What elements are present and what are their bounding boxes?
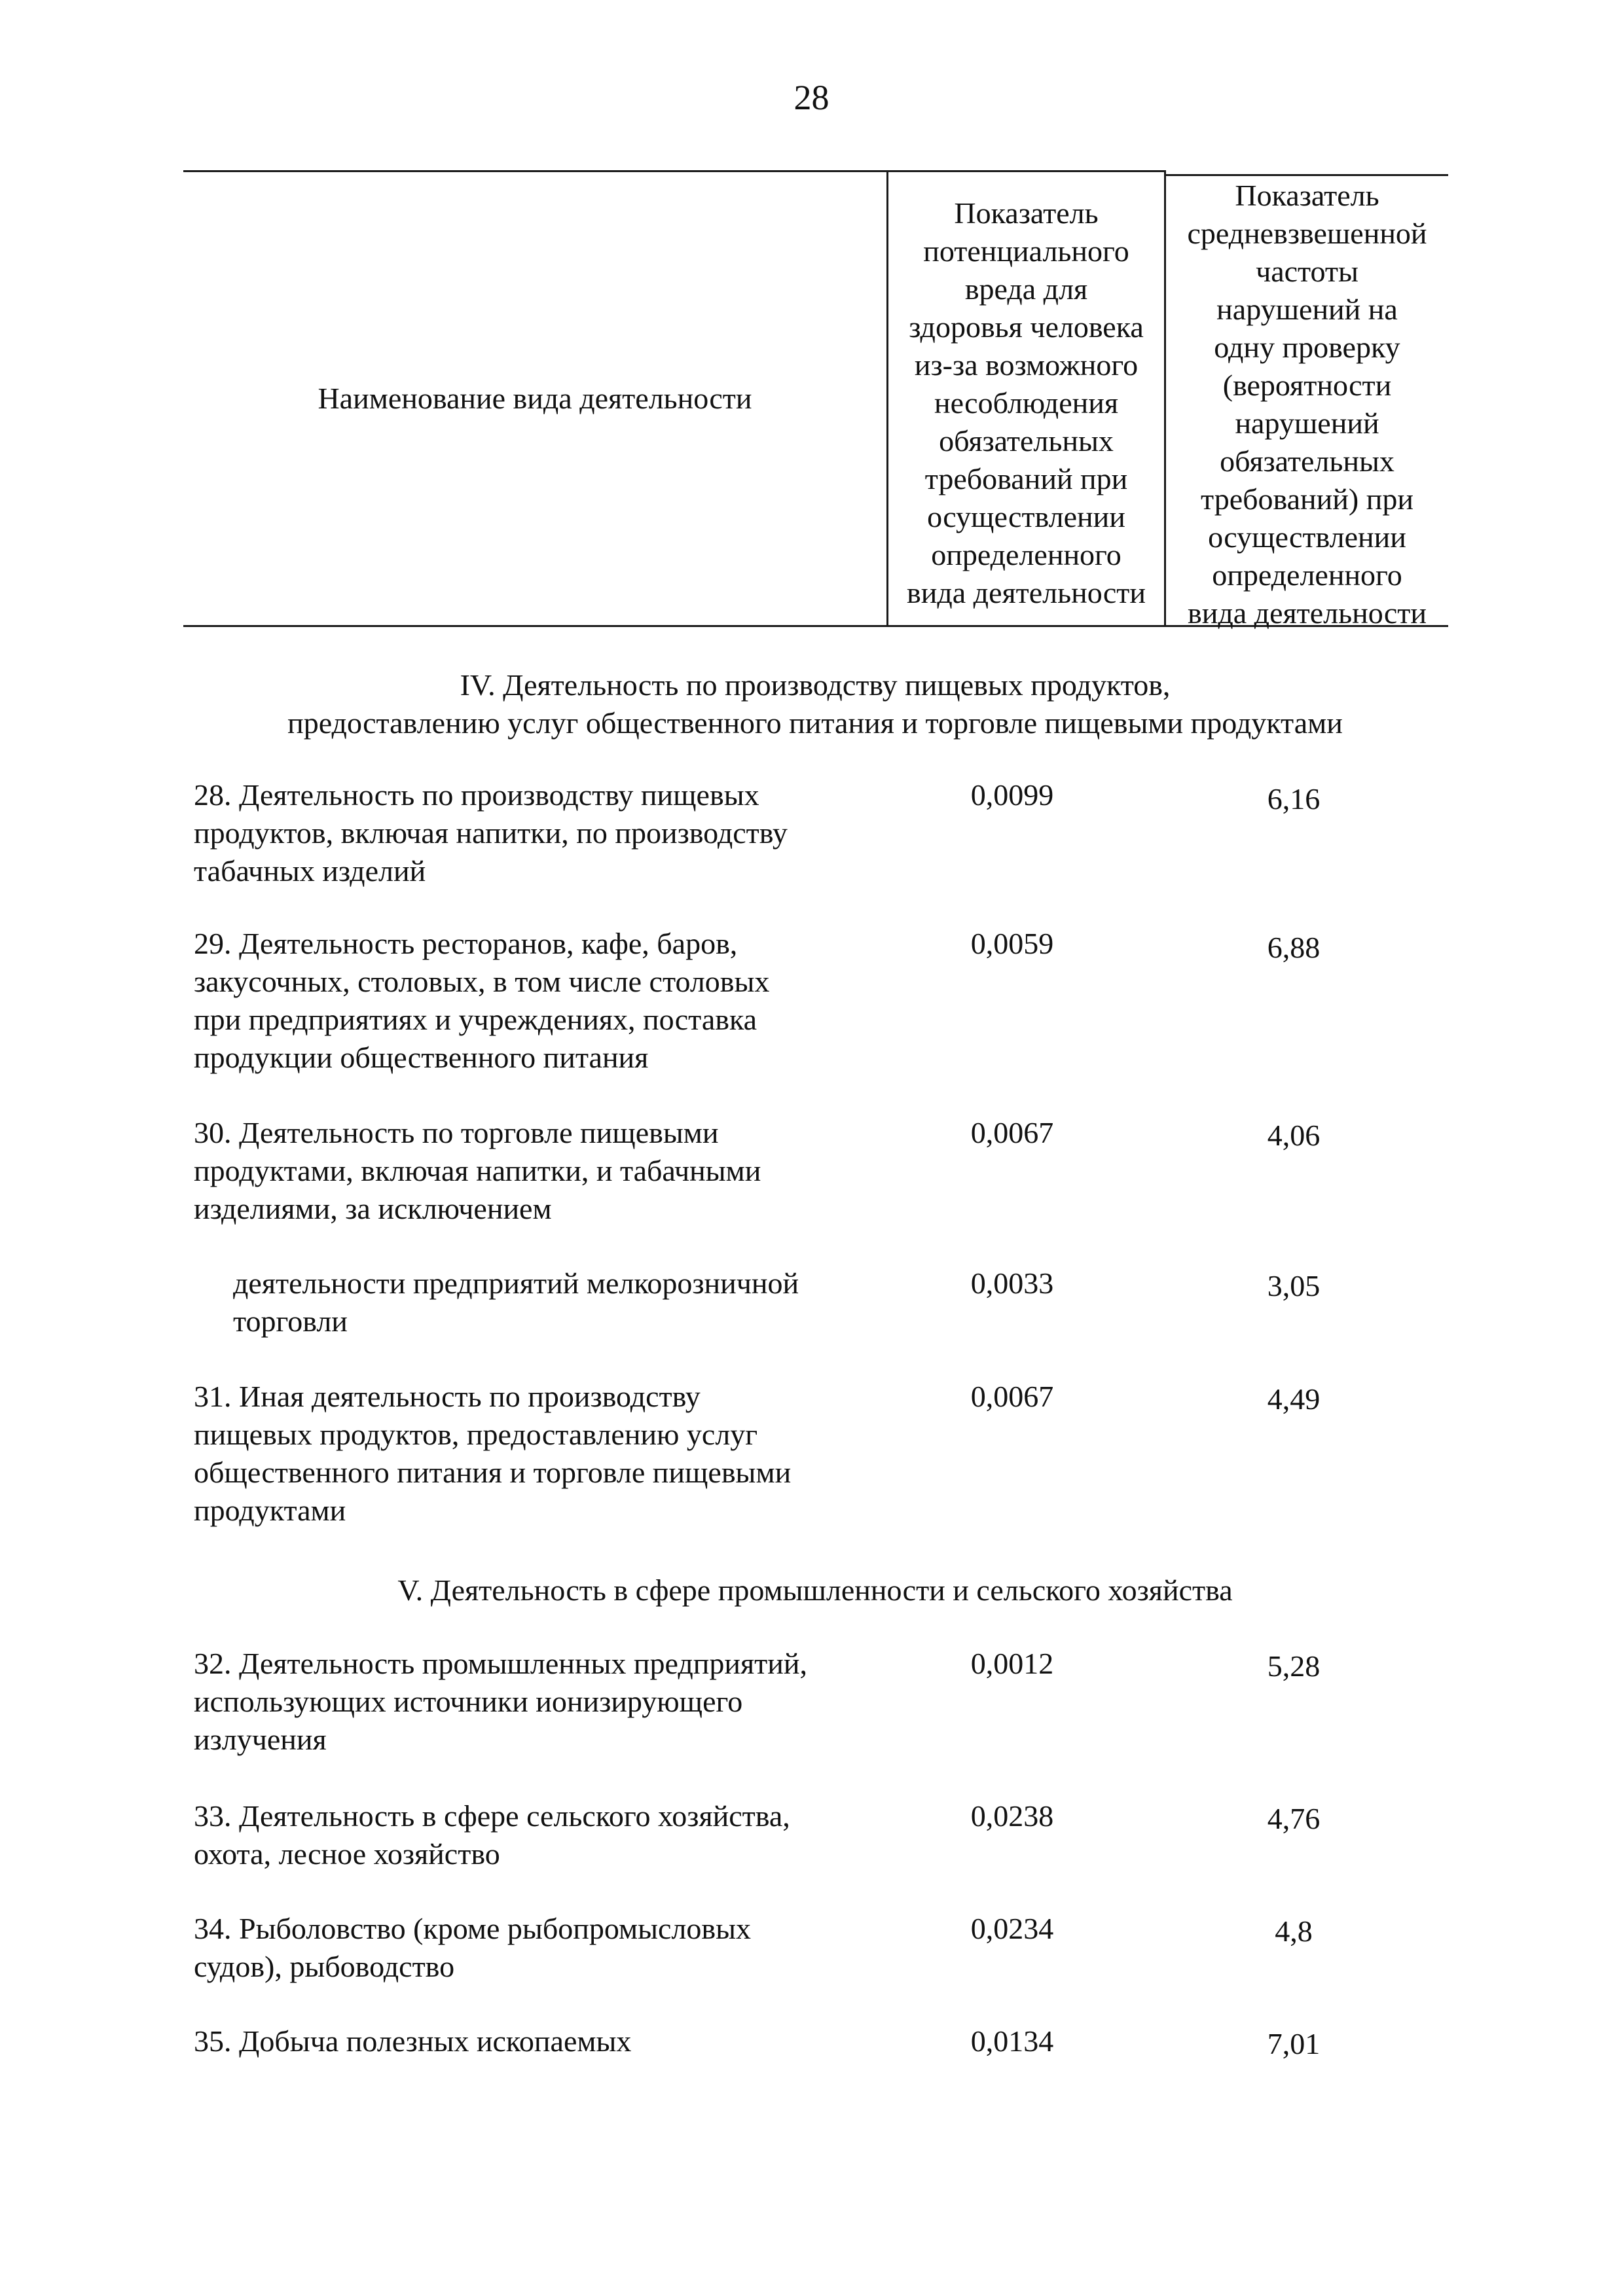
row-freq-32: 5,28 — [1267, 1649, 1321, 1683]
row-name-31: 31. Иная деятельность по производству пищевых продуктов, предоставлению услуг общественного питания и торговле пищевыми продуктами — [194, 1380, 792, 1527]
section-title-iv: IV. Деятельность по производству пищевых продуктов, предоставлению услуг общественного питания и торговле пищевыми продуктами — [287, 668, 1343, 740]
row-name-34: 34. Рыболовство (кроме рыбопромысловых судов), рыбоводство — [194, 1912, 751, 1983]
page-number: 28 — [793, 78, 830, 117]
row-name-28: 28. Деятельность по производству пищевых продуктов, включая напитки, по производству табачных изделий — [194, 778, 788, 888]
row-freq-30-exception: 3,05 — [1267, 1269, 1321, 1302]
row-name-30: 30. Деятельность по торговле пищевыми продуктами, включая напитки, и табачными изделиями, за исключением — [194, 1116, 761, 1225]
row-harm-30: 0,0067 — [970, 1116, 1054, 1149]
row-harm-35: 0,0134 — [970, 2024, 1054, 2058]
row-freq-30: 4,06 — [1267, 1119, 1321, 1152]
row-harm-34: 0,0234 — [970, 1912, 1054, 1945]
row-harm-29: 0,0059 — [970, 927, 1054, 960]
row-freq-35: 7,01 — [1267, 2027, 1321, 2060]
row-harm-31: 0,0067 — [970, 1380, 1054, 1413]
col-header-harm-indicator: Показатель потенциального вреда для здоровья человека из-за возможного несоблюдения обязательных требований при осуществлении определенного вида деятельности — [907, 196, 1146, 609]
row-freq-31: 4,49 — [1267, 1382, 1321, 1416]
section-title-v: V. Деятельность в сфере промышленности и сельского хозяйства — [397, 1573, 1233, 1607]
row-freq-28: 6,16 — [1267, 782, 1321, 816]
row-name-29: 29. Деятельность ресторанов, кафе, баров, закусочных, столовых, в том числе столовых при предприятиях и учреждениях, поставка продукции общественного питания — [194, 927, 770, 1074]
col-header-frequency-indicator: Показатель средневзвешенной частоты нарушений на одну проверку (вероятности нарушений обязательных требований) при осуществлении определенного вида деятельности — [1187, 179, 1427, 630]
col-header-activity-name: Наименование вида деятельности — [318, 382, 752, 415]
row-freq-29: 6,88 — [1267, 931, 1321, 964]
row-harm-30-exception: 0,0033 — [970, 1266, 1054, 1300]
row-name-32: 32. Деятельность промышленных предприятий, использующих источники ионизирующего излучения — [194, 1647, 807, 1756]
row-freq-33: 4,76 — [1267, 1802, 1321, 1835]
row-harm-32: 0,0012 — [970, 1647, 1054, 1680]
row-harm-28: 0,0099 — [970, 778, 1054, 812]
row-name-33: 33. Деятельность в сфере сельского хозяйства, охота, лесное хозяйство — [194, 1799, 790, 1871]
row-harm-33: 0,0238 — [970, 1799, 1054, 1833]
row-name-30-exception: деятельности предприятий мелкорозничной торговли — [233, 1266, 799, 1338]
header-top-rule-left — [183, 170, 1165, 172]
row-name-35: 35. Добыча полезных ископаемых — [194, 2024, 632, 2058]
row-freq-34: 4,8 — [1275, 1914, 1313, 1948]
header-top-rule-right — [1165, 174, 1448, 176]
